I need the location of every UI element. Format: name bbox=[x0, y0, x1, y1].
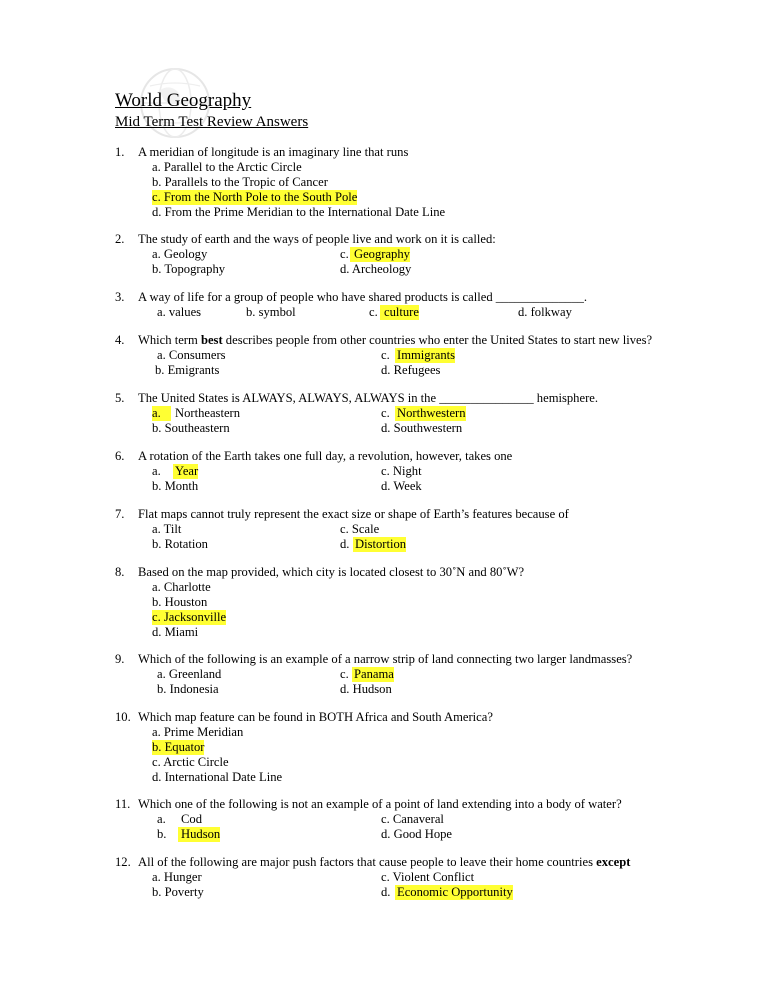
q9-option-b: b. Indonesia bbox=[157, 682, 219, 696]
question-1-text: A meridian of longitude is an imaginary line that runs bbox=[138, 145, 409, 159]
q11-option-c: c. Canaveral bbox=[381, 812, 444, 826]
q6-option-b: b. Month bbox=[152, 479, 199, 493]
q11-option-a-letter: a. bbox=[157, 812, 166, 826]
q9-option-c-answer: Panama bbox=[354, 667, 394, 681]
q4-option-d: d. Refugees bbox=[381, 363, 441, 377]
question-8-number: 8. bbox=[115, 565, 125, 579]
q12-option-d-answer: Economic Opportunity bbox=[397, 885, 513, 899]
q12-option-c: c. Violent Conflict bbox=[381, 870, 475, 884]
q7-option-c: c. Scale bbox=[340, 522, 380, 536]
question-11-text: Which one of the following is not an example of a point of land extending into a body of water? bbox=[138, 797, 622, 811]
q2-option-d: d. Archeology bbox=[340, 262, 412, 276]
q8-option-d: d. Miami bbox=[152, 625, 199, 639]
question-1-number: 1. bbox=[115, 145, 125, 159]
question-2-text: The study of earth and the ways of people live and work on it is called: bbox=[138, 232, 496, 246]
q10-option-d: d. International Date Line bbox=[152, 770, 283, 784]
q1-option-a: a. Parallel to the Arctic Circle bbox=[152, 160, 302, 174]
q3-option-d: d. folkway bbox=[518, 305, 572, 319]
q11-option-b-letter: b. bbox=[157, 827, 167, 841]
q4-option-a: a. Consumers bbox=[157, 348, 226, 362]
question-5-number: 5. bbox=[115, 391, 125, 405]
q6-option-d: d. Week bbox=[381, 479, 422, 493]
q7-option-d-answer: Distortion bbox=[355, 537, 407, 551]
q6-option-c: c. Night bbox=[381, 464, 422, 478]
question-4-number: 4. bbox=[115, 333, 125, 347]
q4-option-c-letter: c. bbox=[381, 348, 390, 362]
question-5-text: The United States is ALWAYS, ALWAYS, ALWAYS in the _______________ hemisphere. bbox=[138, 391, 599, 405]
q4-option-b: b. Emigrants bbox=[155, 363, 220, 377]
q11-option-d: d. Good Hope bbox=[381, 827, 453, 841]
q5-option-b: b. Southeastern bbox=[152, 421, 230, 435]
q3-option-c-answer: culture bbox=[380, 305, 419, 320]
q10-option-b-answer: b. Equator bbox=[152, 740, 205, 754]
question-7-text: Flat maps cannot truly represent the exact size or shape of Earth’s features because of bbox=[138, 507, 569, 521]
question-11-number: 11. bbox=[115, 797, 131, 811]
q7-option-a: a. Tilt bbox=[152, 522, 182, 536]
q5-option-a-letter: a. bbox=[152, 406, 171, 421]
question-6-text: A rotation of the Earth takes one full day, a revolution, however, takes one bbox=[138, 449, 513, 463]
q2-option-c-letter: c. bbox=[340, 247, 349, 261]
q2-option-a: a. Geology bbox=[152, 247, 208, 261]
q11-option-a: Cod bbox=[181, 812, 202, 826]
question-9-text: Which of the following is an example of a narrow strip of land connecting two larger landmasses? bbox=[138, 652, 633, 666]
q11-option-b-answer: Hudson bbox=[178, 827, 220, 842]
q12-option-b: b. Poverty bbox=[152, 885, 204, 899]
question-3-text: A way of life for a group of people who have shared products is called ______________. bbox=[138, 290, 588, 304]
page-subtitle: Mid Term Test Review Answers bbox=[115, 114, 309, 130]
q10-option-c: c. Arctic Circle bbox=[152, 755, 229, 769]
q3-option-b: b. symbol bbox=[246, 305, 296, 319]
question-12-text: All of the following are major push factors that cause people to leave their home countries except bbox=[138, 855, 631, 869]
q9-option-a: a. Greenland bbox=[157, 667, 222, 681]
q1-option-d: d. From the Prime Meridian to the International Date Line bbox=[152, 205, 446, 219]
question-10-text: Which map feature can be found in BOTH Africa and South America? bbox=[138, 710, 493, 724]
question-6-number: 6. bbox=[115, 449, 125, 463]
q8-option-c-answer: c. Jacksonville bbox=[152, 610, 227, 624]
q8-option-a: a. Charlotte bbox=[152, 580, 211, 594]
q5-option-a: Northeastern bbox=[175, 406, 241, 420]
q9-option-c-letter: c. bbox=[340, 667, 349, 681]
q7-option-b: b. Rotation bbox=[152, 537, 208, 551]
question-8-text: Based on the map provided, which city is located closest to 30˚N and 80˚W? bbox=[138, 565, 525, 579]
question-2-number: 2. bbox=[115, 232, 125, 246]
q2-option-c-answer: Geography bbox=[350, 247, 410, 262]
q7-option-d-letter: d. bbox=[340, 537, 350, 551]
q6-option-a-letter: a. bbox=[152, 464, 161, 478]
q3-option-c-letter: c. bbox=[369, 305, 378, 319]
question-9-number: 9. bbox=[115, 652, 125, 666]
q8-option-b: b. Houston bbox=[152, 595, 208, 609]
question-10-number: 10. bbox=[115, 710, 131, 724]
q5-option-d: d. Southwestern bbox=[381, 421, 463, 435]
q4-option-c-answer: Immigrants bbox=[397, 348, 456, 362]
q5-option-c-letter: c. bbox=[381, 406, 390, 420]
page-title: World Geography bbox=[115, 90, 252, 111]
q5-option-c-answer: Northwestern bbox=[397, 406, 466, 420]
q1-option-c-answer: c. From the North Pole to the South Pole bbox=[152, 190, 358, 204]
q12-option-a: a. Hunger bbox=[152, 870, 202, 884]
question-12-number: 12. bbox=[115, 855, 131, 869]
q6-option-a-answer: Year bbox=[175, 464, 199, 478]
q12-option-d-letter: d. bbox=[381, 885, 391, 899]
question-3-number: 3. bbox=[115, 290, 125, 304]
q2-option-b: b. Topography bbox=[152, 262, 226, 276]
q10-option-a: a. Prime Meridian bbox=[152, 725, 244, 739]
q3-option-a: a. values bbox=[157, 305, 202, 319]
q1-option-b: b. Parallels to the Tropic of Cancer bbox=[152, 175, 328, 189]
question-7-number: 7. bbox=[115, 507, 125, 521]
q9-option-d: d. Hudson bbox=[340, 682, 392, 696]
question-4-text: Which term best describes people from other countries who enter the United States to start new lives? bbox=[138, 333, 653, 347]
